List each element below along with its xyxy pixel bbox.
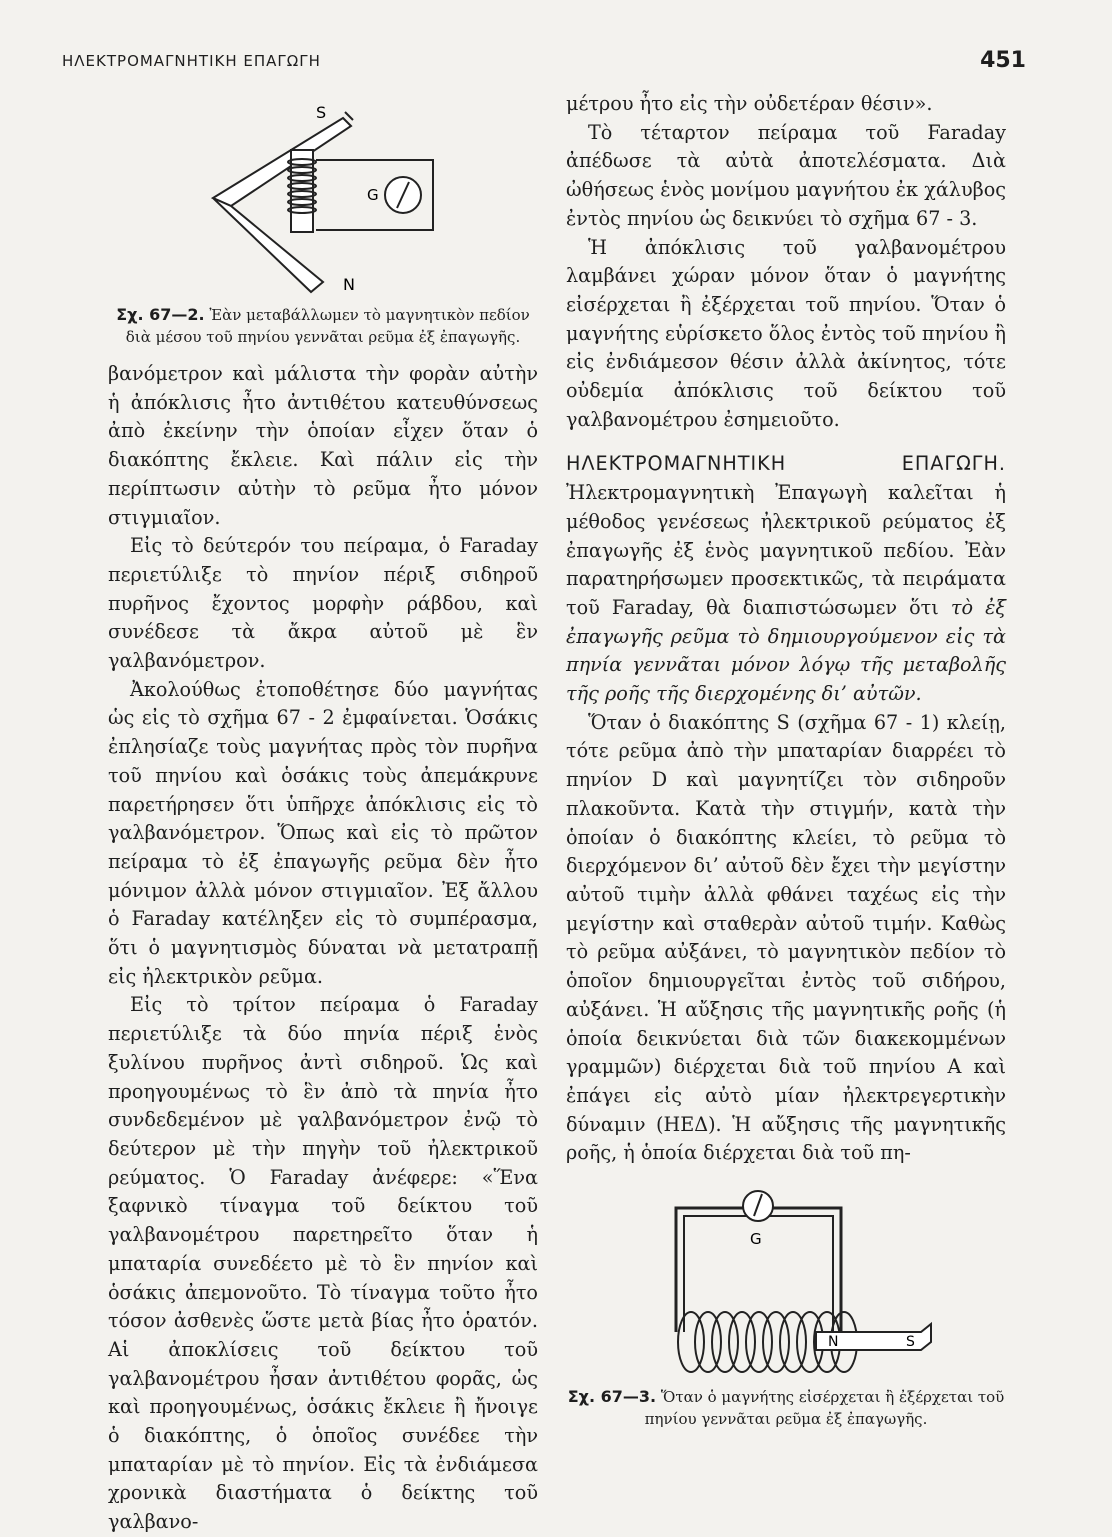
right-paragraph-1: μέτρου ἦτο εἰς τὴν οὐδετέραν θέσιν».: [566, 92, 933, 115]
figure2-caption-text: Ἐὰν μεταβάλλωμεν τὸ μαγνητικὸν πεδίον διὰ μέσου τοῦ πηνίου γεννᾶται ρεῦμα ἐξ ἐπαγωγῆς.: [125, 306, 530, 346]
section-title: ΗΛΕΚΤΡΟΜΑΓΝΗΤΙΚΗ ΕΠΑΓΩΓΗ.: [566, 452, 1006, 476]
section-body: Ἠλεκτρομαγνητικὴ Ἐπαγωγὴ καλεῖται ἡ μέθοδος γενέσεως ἠλεκτρικοῦ ρεύματος ἐξ ἐπαγωγῆς ἐξ ἑνὸς μαγνητικοῦ πεδίου. Ἐὰν παρατηρήσωμεν προσεκτικῶς, τὰ πειράματα τοῦ Faraday, θὰ διαπιστώσωμεν ὅτι: [566, 481, 1006, 619]
figure2-label-s: S: [316, 103, 327, 122]
right-paragraph-5: Ὅταν ὁ διακόπτης S (σχῆμα 67 - 1) κλείῃ, τότε ρεῦμα ἀπὸ τὴν μπαταρίαν διαρρέει τὸ πηνίον D καὶ μαγνητίζει τὸν σιδηροῦν πλακοῦντα. Κατὰ τὴν στιγμήν, κατὰ τὴν ὁποίαν ὁ διακόπτης κλείει, τὸ ρεῦμα τὸ διερχόμενον δι’ αὐτοῦ δὲν ἔχει τὴν μεγίστην αὐτοῦ τιμὴν ἀλλὰ φθάνει ταχέως εἰς τὴν μεγίστην καὶ σταθερὰν αὐτοῦ τιμήν. Καθὼς τὸ ρεῦμα αὐξάνει, τὸ μαγνητικὸν πεδίον τὸ ὁποῖον δημιουργεῖται ἐντὸς τοῦ σιδήρου, αὐξάνει. Ἡ αὔξησις τῆς μαγνητικῆς ροῆς (ἡ ὁποία δεικνύεται διὰ τῶν διακεκομμένων γραμμῶν) διέρχεται διὰ τοῦ πηνίου Α καὶ ἐπάγει εἰς αὐτὸ μίαν ἠλεκτρεγερτικὴν δύναμιν (ΗΕΔ). Ἡ αὔξησις τῆς μαγνητικῆς ροῆς, ἡ ὁποία διέρχεται διὰ τοῦ πη-: [566, 710, 1006, 1165]
running-head: ΗΛΕΚΤΡΟΜΑΓΝΗΤΙΚΗ ΕΠΑΓΩΓΗ: [62, 52, 321, 70]
figure2-caption: [108, 304, 538, 348]
figure2-label-g: G: [367, 186, 379, 204]
figure3-caption-text: Ὅταν ὁ μαγνήτης εἰσέρχεται ἢ ἐξέρχεται τοῦ πηνίου γεννᾶται ρεῦμα ἐξ ἐπαγωγῆς.: [644, 1388, 1005, 1429]
figure3-caption-label: Σχ. 67—3.: [567, 1387, 657, 1407]
figure-67-3: [636, 1182, 936, 1382]
right-paragraph-2: Τὸ τέταρτον πείραμα τοῦ Faraday ἀπέδωσε τὰ αὐτὰ ἀποτελέσματα. Διὰ ὠθήσεως ἑνὸς μονίμου μαγνήτου ἐκ χάλυβος ἐντὸς πηνίου ὡς δεικνύει τὸ σχῆμα 67 - 3.: [566, 120, 1006, 230]
figure3-label-s: S: [906, 1334, 915, 1351]
right-paragraph-3: Ἡ ἀπόκλισις τοῦ γαλβανομέτρου λαμβάνει χώραν μόνον ὅταν ὁ μαγνήτης εἰσέρχεται ἢ ἐξέρχεται τοῦ πηνίου. Ὅταν ὁ μαγνήτης εὑρίσκετο ὅλος ἐντὸς τοῦ πηνίου ἢ εἰς ἐνδιάμεσον θέσιν ἀλλὰ ἀκίνητος, τότε οὐδεμία ἀπόκλισις τοῦ δείκτου τοῦ γαλβανομέτρου ἐσημειοῦτο.: [566, 235, 1006, 431]
figure3-label-n: N: [828, 1334, 839, 1351]
figure2-label-n: N: [343, 275, 355, 294]
left-column: [108, 90, 538, 1537]
section-emphasis: τὸ ἐξ ἐπαγωγῆς ρεῦμα τὸ δημιουργούμενον εἰς τὰ πηνία γεννᾶται μόνον λόγῳ τῆς μεταβολῆς τῆς ροῆς τῆς διερχομένης δι’ αὐτῶν.: [566, 595, 1006, 706]
left-paragraph-4: Εἰς τὸ τρίτον πείραμα ὁ Faraday περιετύλιξε τὰ δύο πηνία πέριξ ἑνὸς ξυλίνου πυρῆνος ἀντὶ σιδηροῦ. Ὡς καὶ προηγουμένως τὸ ἓν ἀπὸ τὰ πηνία ἦτο συνδεδεμένον μὲ γαλβανόμετρον ἐνῷ τὸ δεύτερον μὲ τὴν πηγὴν τοῦ ἠλεκτρικοῦ ρεύματος. Ὁ Faraday ἀνέφερε: «Ἕνα ξαφνικὸ τίναγμα τοῦ δείκτου τοῦ γαλβανομέτρου παρετηρεῖτο ὅταν ἡ μπαταρία συνεδέετο μὲ τὸ ἓν πηνίον καὶ ὁσάκις ἀπεμονοῦτο. Τὸ τίναγμα τοῦτο ἦτο τόσον ἀσθενὲς ὥστε μετὰ βίας ἦτο ὁρατόν. Αἱ ἀποκλίσεις τοῦ δείκτου τοῦ γαλβανομέτρου ἦσαν ἀντιθέτου φορᾶς, ὡς καὶ προηγουμένως, ὁσάκις ἔκλειε ἢ ἤνοιγε ὁ διακόπτης, ὁ ὁποῖος συνέδεε τὴν μπαταρίαν μὲ τὸ πηνίον. Εἰς τὰ ἐνδιάμεσα χρονικὰ διαστήματα ὁ δείκτης τοῦ γαλβανο-: [108, 993, 538, 1534]
figure2-caption-label: Σχ. 67—2.: [116, 305, 205, 324]
left-paragraph-1: βανόμετρον καὶ μάλιστα τὴν φορὰν αὐτὴν ἡ ἀπόκλισις ἦτο ἀντιθέτου κατευθύνσεως ἀπὸ ἐκείνην τὴν ὁποίαν εἶχεν ὅταν ὁ διακόπτης ἔκλειε. Καὶ πάλιν εἰς τὴν περίπτωσιν αὐτὴν τὸ ρεῦμα ἦτο μόνον στιγμιαῖον.: [108, 362, 538, 529]
figure3-label-g: G: [750, 1230, 762, 1249]
left-paragraph-3: Ἀκολούθως ἐτοποθέτησε δύο μαγνήτας ὡς εἰς τὸ σχῆμα 67 - 2 ἐμφαίνεται. Ὁσάκις ἐπλησίαζε τοὺς μαγνήτας πρὸς τὸν πυρῆνα τοῦ πηνίου καὶ ὁσάκις τοὺς ἀπεμάκρυνε παρετήρησεν ὅτι ὑπῆρχε ἀπόκλισις εἰς τὸ γαλβανόμετρον. Ὅπως καὶ εἰς τὸ πρῶτον πείραμα τὸ ἐξ ἐπαγωγῆς ρεῦμα δὲν ἦτο μόνιμον ἀλλὰ μόνον στιγμιαῖον. Ἐξ ἄλλου ὁ Faraday κατέληξεν εἰς τὸ συμπέρασμα, ὅτι ὁ μαγνητισμὸς δύναται νὰ μετατραπῇ εἰς ἠλεκτρικὸν ρεῦμα.: [108, 677, 538, 988]
figure3-caption: [566, 1386, 1006, 1430]
right-paragraph-4: [566, 450, 1006, 708]
right-column: [566, 90, 1006, 1442]
figure-67-2: [173, 90, 473, 300]
left-paragraph-2: Εἰς τὸ δεύτερόν του πείραμα, ὁ Faraday περιετύλιξε τὸ πηνίον πέριξ σιδηροῦ πυρῆνος ἔχοντος μορφὴν ράβδου, καὶ συνέδεσε τὰ ἄκρα αὐτοῦ μὲ ἓν γαλβανόμετρον.: [108, 534, 538, 673]
page-number: 451: [980, 48, 1026, 73]
